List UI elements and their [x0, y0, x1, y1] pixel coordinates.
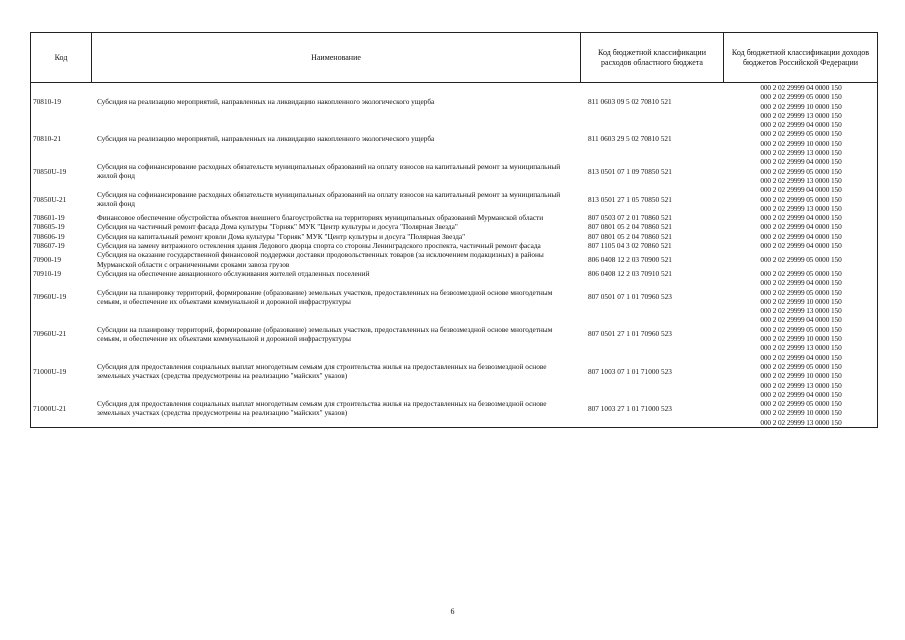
- row-expense-code: 811 0603 29 5 02 70810 521: [588, 134, 672, 144]
- income-code: 000 2 02 29999 13 0000 150: [760, 306, 842, 316]
- row-income-codes: [725, 213, 877, 222]
- row-code: 708607-19: [33, 241, 65, 251]
- income-code: 000 2 02 29999 05 0000 150: [760, 324, 842, 334]
- table-body: [30, 83, 878, 428]
- row-income-codes: [725, 315, 877, 352]
- table-row: [31, 222, 877, 231]
- income-code: 000 2 02 29999 10 0000 150: [760, 334, 842, 344]
- table-row: [31, 353, 877, 390]
- income-code: 000 2 02 29999 13 0000 150: [760, 343, 842, 353]
- row-name: Субсидия на замену витражного остекления здания Ледового дворца спорта со стороны Ленинградского проспекта, частичный ремонт фасада: [97, 241, 541, 251]
- header-code: Код: [30, 33, 92, 82]
- income-code: 000 2 02 29999 10 0000 150: [760, 408, 842, 418]
- table-row: [31, 232, 877, 241]
- income-code: 000 2 02 29999 04 0000 150: [760, 389, 842, 399]
- income-code: 000 2 02 29999 05 0000 150: [760, 254, 842, 264]
- row-name: Субсидия на частичный ремонт фасада Дома культуры "Горняк" МУК "Центр культуры и досуга "Полярная Звезда": [97, 222, 458, 232]
- row-code: 70960U-19: [33, 292, 67, 302]
- income-code: 000 2 02 29999 05 0000 150: [760, 129, 842, 139]
- row-code: 70910-19: [33, 268, 61, 278]
- income-code: 000 2 02 29999 05 0000 150: [760, 268, 842, 278]
- row-income-codes: [725, 232, 877, 241]
- row-name: Субсидия на софинансирование расходных обязательств муниципальных образований на оплату взносов на капитальный ремонт за муниципальный жилой фонд: [97, 189, 561, 209]
- row-expense-code: 807 0501 27 1 01 70960 523: [588, 329, 672, 339]
- income-code: 000 2 02 29999 04 0000 150: [760, 222, 842, 232]
- row-income-codes: [725, 157, 877, 185]
- income-code: 000 2 02 29999 04 0000 150: [760, 83, 842, 92]
- row-name: Субсидия для предоставления социальных выплат многодетным семьям для строительства жилья на предоставленных на безвозмездной основе земельных участках (средства предусмотрены на реализацию "майских" указов): [97, 399, 547, 418]
- row-name: Субсидия на капитальный ремонт кровли Дома культуры "Горняк" МУК "Центр культуры и досуга "Полярная Звезда": [97, 231, 466, 241]
- income-code: 000 2 02 29999 05 0000 150: [760, 287, 842, 297]
- table-row: [31, 185, 877, 213]
- document-page: [30, 32, 878, 428]
- income-code: 000 2 02 29999 04 0000 150: [760, 120, 842, 130]
- income-code: 000 2 02 29999 04 0000 150: [760, 185, 842, 195]
- table-row: [31, 250, 877, 269]
- row-expense-code: 813 0501 07 1 09 70850 521: [588, 166, 672, 176]
- table-row: [31, 120, 877, 157]
- row-income-codes: [725, 185, 877, 213]
- row-name: Субсидия на обеспечение авиационного обслуживания жителей отдаленных поселений: [97, 268, 370, 278]
- row-expense-code: 807 0801 05 2 04 70860 521: [588, 231, 672, 241]
- income-code: 000 2 02 29999 13 0000 150: [760, 380, 842, 390]
- income-code: 000 2 02 29999 10 0000 150: [760, 296, 842, 306]
- income-code: 000 2 02 29999 04 0000 150: [760, 241, 842, 251]
- row-expense-code: 813 0501 27 1 05 70850 521: [588, 194, 672, 204]
- row-name: Субсидия на оказание государственной финансовой поддержки доставки продовольственных товаров (за исключением подакцизных) в районы Мурманской области с ограниченными сроками завоза грузов: [97, 250, 544, 269]
- header-name: Наименование: [92, 33, 581, 82]
- row-code: 708601-19: [33, 213, 65, 223]
- row-expense-code: 806 0408 12 2 03 70910 521: [588, 268, 672, 278]
- row-income-codes: [725, 390, 877, 427]
- row-income-codes: [725, 222, 877, 231]
- income-code: 000 2 02 29999 10 0000 150: [760, 101, 842, 111]
- row-income-codes: [725, 83, 877, 120]
- row-expense-code: 807 0501 07 1 01 70960 523: [588, 292, 672, 302]
- table-header: [30, 32, 878, 83]
- income-code: 000 2 02 29999 10 0000 150: [760, 371, 842, 381]
- row-expense-code: 807 1105 04 3 02 70860 521: [588, 241, 672, 251]
- row-expense-code: 807 1003 07 1 01 71000 523: [588, 366, 672, 376]
- row-income-codes: [725, 120, 877, 157]
- row-expense-code: 807 1003 27 1 01 71000 523: [588, 403, 672, 413]
- row-expense-code: 811 0603 09 5 02 70810 521: [588, 96, 672, 106]
- row-name: Субсидии на планировку территорий, формирование (образование) земельных участков, предоставленных на безвозмездной основе многодетным семьям, и обеспечение их объектами коммунальной и дорожной инфраструктуры: [97, 324, 553, 344]
- table-row: [31, 278, 877, 315]
- table-row: [31, 315, 877, 352]
- row-name: Субсидия на софинансирование расходных обязательств муниципальных образований на оплату взносов на капитальный ремонт за муниципальный жилой фонд: [97, 162, 561, 181]
- row-name: Субсидия на реализацию мероприятий, направленных на ликвидацию накопленного экологического ущерба: [97, 134, 435, 144]
- income-code: 000 2 02 29999 04 0000 150: [760, 352, 842, 362]
- header-income-code: Код бюджетной классификации доходов бюджетов Российской Федерации: [724, 33, 878, 82]
- row-code: 70960U-21: [33, 329, 67, 339]
- row-income-codes: [725, 269, 877, 278]
- table-row: [31, 390, 877, 427]
- header-expense-code: Код бюджетной классификации расходов областного бюджета: [581, 33, 724, 82]
- row-name: Финансовое обеспечение обустройства объектов внешнего благоустройства на территориях муниципальных образований Мурманской области: [97, 213, 544, 223]
- income-code: 000 2 02 29999 13 0000 150: [760, 417, 842, 427]
- income-code: 000 2 02 29999 13 0000 150: [760, 148, 842, 158]
- row-code: 708605-19: [33, 222, 65, 232]
- income-code: 000 2 02 29999 05 0000 150: [760, 166, 842, 176]
- table-row: [31, 83, 877, 120]
- page-number: 6: [450, 607, 455, 616]
- row-income-codes: [725, 250, 877, 269]
- income-code: 000 2 02 29999 05 0000 150: [760, 399, 842, 409]
- income-code: 000 2 02 29999 04 0000 150: [760, 278, 842, 288]
- income-code: 000 2 02 29999 10 0000 150: [760, 138, 842, 148]
- table-row: [31, 269, 877, 278]
- row-expense-code: 807 0503 07 2 01 70860 521: [588, 213, 672, 223]
- table-row: [31, 241, 877, 250]
- income-code: 000 2 02 29999 13 0000 150: [760, 203, 842, 213]
- table-row: [31, 213, 877, 222]
- row-code: 71000U-21: [33, 403, 67, 413]
- income-code: 000 2 02 29999 05 0000 150: [760, 92, 842, 102]
- row-expense-code: 806 0408 12 2 03 70900 521: [588, 254, 672, 264]
- row-name: Субсидия для предоставления социальных выплат многодетным семьям для строительства жилья на предоставленных на безвозмездной основе земельных участках (средства предусмотрены на реализацию "майских" указов): [97, 361, 547, 381]
- row-code: 708606-19: [33, 231, 65, 241]
- income-code: 000 2 02 29999 04 0000 150: [760, 157, 842, 167]
- row-expense-code: 807 0801 05 2 04 70860 521: [588, 222, 672, 232]
- row-income-codes: [725, 353, 877, 390]
- income-code: 000 2 02 29999 13 0000 150: [760, 175, 842, 185]
- row-code: 70900-19: [33, 254, 61, 264]
- table-row: [31, 157, 877, 185]
- row-income-codes: [725, 278, 877, 315]
- income-code: 000 2 02 29999 04 0000 150: [760, 315, 842, 325]
- row-code: 70850U-19: [33, 166, 67, 176]
- row-code: 71000U-19: [33, 366, 67, 376]
- row-code: 70810-21: [33, 134, 61, 144]
- row-name: Субсидия на реализацию мероприятий, направленных на ликвидацию накопленного экологического ущерба: [97, 96, 435, 106]
- income-code: 000 2 02 29999 13 0000 150: [760, 110, 842, 120]
- row-name: Субсидии на планировку территорий, формирование (образование) земельных участков, предоставленных на безвозмездной основе многодетным семьям, и обеспечение их объектами коммунальной и дорожной инфраструктуры: [97, 287, 553, 306]
- row-code: 70850U-21: [33, 194, 67, 204]
- income-code: 000 2 02 29999 04 0000 150: [760, 231, 842, 241]
- income-code: 000 2 02 29999 04 0000 150: [760, 213, 842, 223]
- row-code: 70810-19: [33, 96, 61, 106]
- income-code: 000 2 02 29999 05 0000 150: [760, 361, 842, 371]
- row-income-codes: [725, 241, 877, 250]
- income-code: 000 2 02 29999 05 0000 150: [760, 194, 842, 204]
